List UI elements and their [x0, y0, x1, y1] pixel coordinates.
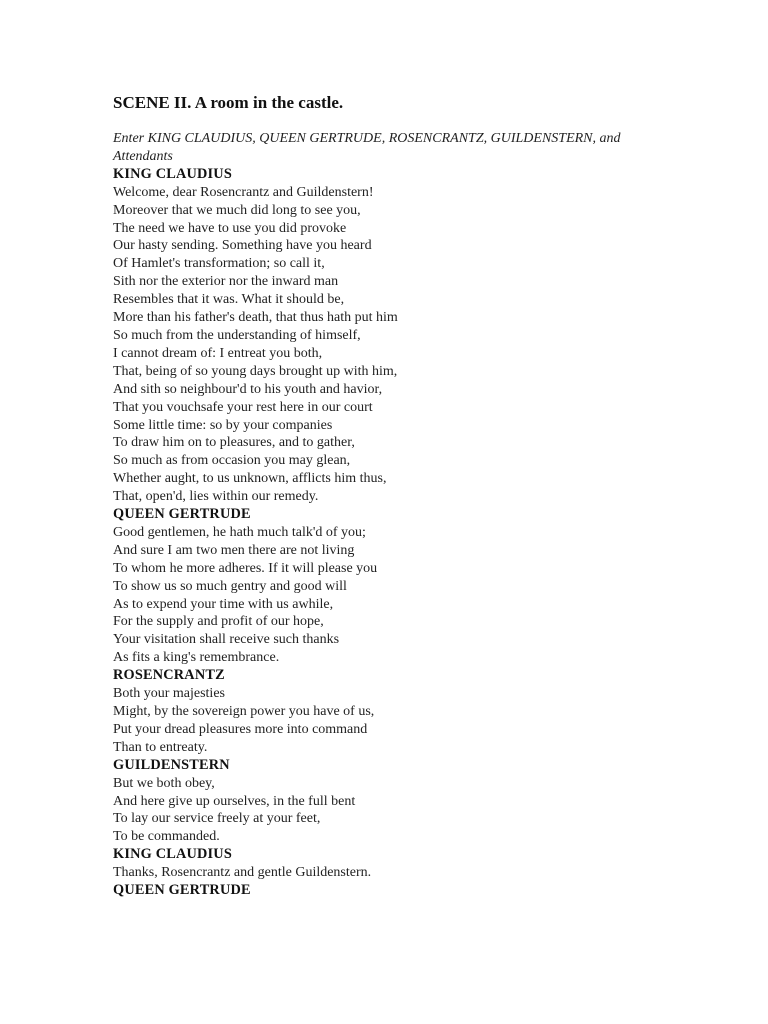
verse-line: And here give up ourselves, in the full bent	[113, 793, 356, 809]
speech-block	[113, 757, 733, 847]
verse-line: More than his father's death, that thus hath put him	[113, 310, 398, 326]
speaker-name: KING CLAUDIUS	[113, 165, 232, 182]
verse-line: Resembles that it was. What it should be,	[113, 292, 345, 308]
verse-line: Might, by the sovereign power you have of us,	[113, 704, 375, 719]
verse-line: That, being of so young days brought up with him,	[113, 363, 398, 379]
verse-line: So much as from occasion you may glean,	[113, 453, 351, 469]
verse-line: Whether aught, to us unknown, afflicts him thus,	[113, 471, 387, 487]
verse-line: The need we have to use you did provoke	[113, 220, 347, 236]
verse-line: As to expend your time with us awhile,	[113, 596, 334, 612]
verse-line: To show us so much gentry and good will	[113, 578, 347, 594]
scene-title: SCENE II. A room in the castle.	[113, 93, 344, 112]
verse-line: To draw him on to pleasures, and to gather,	[113, 435, 355, 451]
verse-line: To lay our service freely at your feet,	[113, 811, 321, 827]
speech-block	[113, 667, 733, 757]
speeches-container	[113, 166, 733, 900]
verse-line: Your visitation shall receive such thanks	[113, 632, 340, 648]
verse-line: But we both obey,	[113, 775, 215, 791]
verse-line: So much from the understanding of himself,	[113, 327, 361, 343]
speech-block	[113, 846, 733, 882]
verse-line: Some little time: so by your companies	[113, 417, 333, 433]
stage-direction: Enter KING CLAUDIUS, QUEEN GERTRUDE, ROSENCRANTZ, GUILDENSTERN, and Attendants	[113, 131, 621, 164]
verse-line: And sure I am two men there are not living	[113, 542, 355, 558]
verse-line: That you vouchsafe your rest here in our court	[113, 399, 373, 415]
verse-line: Both your majesties	[113, 686, 225, 702]
speaker-name: KING CLAUDIUS	[113, 846, 232, 863]
document-page	[113, 92, 733, 900]
verse-line: Sith nor the exterior nor the inward man	[113, 274, 339, 290]
verse-line: That, open'd, lies within our remedy.	[113, 489, 319, 505]
verse-line: Welcome, dear Rosencrantz and Guildenstern!	[113, 184, 374, 200]
verse-line: I cannot dream of: I entreat you both,	[113, 345, 323, 361]
verse-line: To be commanded.	[113, 829, 220, 845]
verse-line: Good gentlemen, he hath much talk'd of you;	[113, 524, 366, 540]
speaker-name: GUILDENSTERN	[113, 756, 230, 773]
verse-line: To whom he more adheres. If it will please you	[113, 560, 378, 576]
verse-line: Moreover that we much did long to see you,	[113, 202, 361, 218]
speech-block	[113, 166, 733, 506]
verse-line: Put your dread pleasures more into command	[113, 721, 368, 737]
verse-line: Thanks, Rosencrantz and gentle Guildenstern.	[113, 865, 372, 881]
speaker-name: ROSENCRANTZ	[113, 667, 225, 684]
speech-block	[113, 882, 733, 900]
speaker-name: QUEEN GERTRUDE	[113, 882, 251, 899]
verse-line: For the supply and profit of our hope,	[113, 614, 324, 630]
verse-line: Our hasty sending. Something have you heard	[113, 238, 372, 254]
speech-block	[113, 506, 733, 667]
verse-line: And sith so neighbour'd to his youth and havior,	[113, 381, 383, 397]
verse-line: Of Hamlet's transformation; so call it,	[113, 256, 325, 272]
verse-line: Than to entreaty.	[113, 739, 208, 755]
verse-line: As fits a king's remembrance.	[113, 650, 280, 666]
speaker-name: QUEEN GERTRUDE	[113, 506, 251, 523]
